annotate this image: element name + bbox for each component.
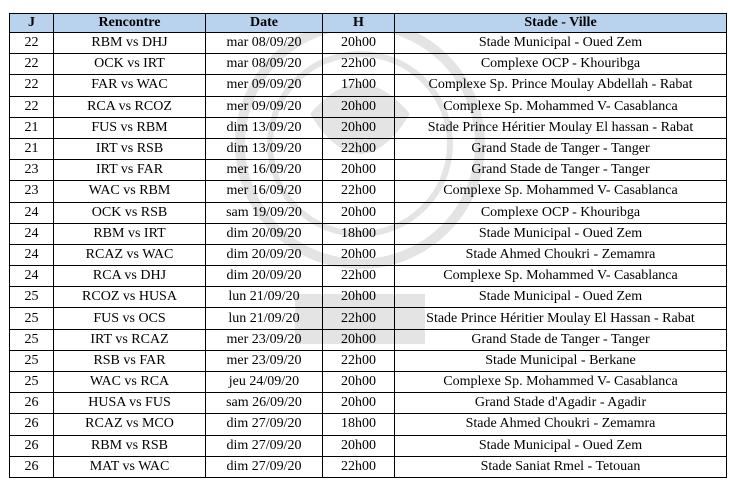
cell-journee: 23 [10,181,54,202]
cell-stade-ville: Grand Stade de Tanger - Tanger [395,138,727,159]
table-row [10,350,727,371]
cell-journee: 26 [10,414,54,435]
cell-heure: 20h00 [323,372,395,393]
table-row [10,75,727,96]
cell-date: mar 08/09/20 [206,54,323,75]
cell-rencontre: IRT vs FAR [54,160,206,181]
header-heure: H [323,14,395,33]
cell-stade-ville: Stade Prince Héritier Moulay El Hassan - Rabat [395,308,727,329]
cell-heure: 22h00 [323,350,395,371]
cell-journee: 26 [10,435,54,456]
cell-journee: 22 [10,96,54,117]
cell-stade-ville: Stade Municipal - Oued Zem [395,287,727,308]
table-row [10,329,727,350]
cell-journee: 22 [10,75,54,96]
cell-heure: 22h00 [323,138,395,159]
cell-journee: 24 [10,223,54,244]
cell-heure: 22h00 [323,308,395,329]
cell-date: mer 16/09/20 [206,160,323,181]
cell-rencontre: RBM vs IRT [54,223,206,244]
cell-date: dim 13/09/20 [206,117,323,138]
cell-heure: 20h00 [323,393,395,414]
table-row [10,181,727,202]
cell-date: sam 19/09/20 [206,202,323,223]
cell-heure: 18h00 [323,223,395,244]
cell-rencontre: RCA vs DHJ [54,266,206,287]
cell-date: dim 20/09/20 [206,244,323,265]
header-stade-ville: Stade - Ville [395,14,727,33]
header-journee: J [10,14,54,33]
cell-rencontre: HUSA vs FUS [54,393,206,414]
cell-date: sam 26/09/20 [206,393,323,414]
cell-date: mer 09/09/20 [206,96,323,117]
table-row [10,287,727,308]
cell-heure: 20h00 [323,160,395,181]
cell-heure: 22h00 [323,266,395,287]
match-schedule-table [9,13,727,478]
cell-journee: 23 [10,160,54,181]
cell-rencontre: RBM vs RSB [54,435,206,456]
cell-heure: 20h00 [323,287,395,308]
cell-journee: 25 [10,308,54,329]
cell-stade-ville: Stade Municipal - Berkane [395,350,727,371]
cell-journee: 24 [10,266,54,287]
cell-rencontre: RCA vs RCOZ [54,96,206,117]
table-row [10,223,727,244]
cell-heure: 20h00 [323,435,395,456]
cell-rencontre: WAC vs RCA [54,372,206,393]
cell-stade-ville: Complexe OCP - Khouribga [395,202,727,223]
cell-rencontre: RCAZ vs MCO [54,414,206,435]
cell-stade-ville: Stade Prince Héritier Moulay El hassan - Rabat [395,117,727,138]
table-row [10,456,727,477]
table-row [10,435,727,456]
cell-rencontre: RSB vs FAR [54,350,206,371]
cell-stade-ville: Stade Municipal - Oued Zem [395,33,727,54]
header-date: Date [206,14,323,33]
cell-heure: 22h00 [323,456,395,477]
header-rencontre: Rencontre [54,14,206,33]
cell-stade-ville: Stade Saniat Rmel - Tetouan [395,456,727,477]
cell-stade-ville: Stade Municipal - Oued Zem [395,223,727,244]
cell-stade-ville: Complexe Sp. Mohammed V- Casablanca [395,96,727,117]
cell-stade-ville: Complexe Sp. Mohammed V- Casablanca [395,181,727,202]
table-body [10,33,727,478]
table-row [10,372,727,393]
cell-stade-ville: Grand Stade d'Agadir - Agadir [395,393,727,414]
cell-date: dim 20/09/20 [206,223,323,244]
table-row [10,96,727,117]
cell-heure: 20h00 [323,96,395,117]
cell-date: mar 08/09/20 [206,33,323,54]
cell-journee: 25 [10,372,54,393]
table-row [10,54,727,75]
cell-date: mer 23/09/20 [206,350,323,371]
cell-date: lun 21/09/20 [206,308,323,329]
cell-date: mer 23/09/20 [206,329,323,350]
cell-journee: 25 [10,287,54,308]
cell-heure: 17h00 [323,75,395,96]
cell-stade-ville: Complexe Sp. Mohammed V- Casablanca [395,266,727,287]
table-row [10,266,727,287]
table-row [10,244,727,265]
cell-date: dim 13/09/20 [206,138,323,159]
cell-date: jeu 24/09/20 [206,372,323,393]
cell-journee: 21 [10,138,54,159]
cell-date: dim 27/09/20 [206,435,323,456]
table-row [10,308,727,329]
cell-date: dim 27/09/20 [206,414,323,435]
cell-stade-ville: Stade Municipal - Oued Zem [395,435,727,456]
cell-rencontre: OCK vs RSB [54,202,206,223]
cell-stade-ville: Complexe Sp. Prince Moulay Abdellah - Rabat [395,75,727,96]
cell-stade-ville: Stade Ahmed Choukri - Zemamra [395,244,727,265]
cell-rencontre: WAC vs RBM [54,181,206,202]
cell-heure: 18h00 [323,414,395,435]
cell-rencontre: FAR vs WAC [54,75,206,96]
table-row [10,160,727,181]
cell-journee: 26 [10,456,54,477]
cell-date: mer 09/09/20 [206,75,323,96]
cell-journee: 25 [10,329,54,350]
table-row [10,138,727,159]
cell-stade-ville: Grand Stade de Tanger - Tanger [395,160,727,181]
cell-rencontre: IRT vs RSB [54,138,206,159]
cell-rencontre: MAT vs WAC [54,456,206,477]
cell-rencontre: RCAZ vs WAC [54,244,206,265]
cell-rencontre: FUS vs RBM [54,117,206,138]
cell-heure: 20h00 [323,329,395,350]
table-row [10,33,727,54]
table-row [10,117,727,138]
cell-stade-ville: Complexe OCP - Khouribga [395,54,727,75]
cell-heure: 22h00 [323,181,395,202]
cell-rencontre: RBM vs DHJ [54,33,206,54]
table-row [10,202,727,223]
cell-rencontre: OCK vs IRT [54,54,206,75]
cell-heure: 22h00 [323,54,395,75]
cell-heure: 20h00 [323,33,395,54]
cell-stade-ville: Complexe Sp. Mohammed V- Casablanca [395,372,727,393]
cell-journee: 24 [10,244,54,265]
cell-rencontre: RCOZ vs HUSA [54,287,206,308]
cell-stade-ville: Stade Ahmed Choukri - Zemamra [395,414,727,435]
cell-date: mer 16/09/20 [206,181,323,202]
cell-rencontre: IRT vs RCAZ [54,329,206,350]
cell-heure: 20h00 [323,244,395,265]
cell-stade-ville: Grand Stade de Tanger - Tanger [395,329,727,350]
table-row [10,414,727,435]
cell-date: dim 20/09/20 [206,266,323,287]
cell-journee: 24 [10,202,54,223]
cell-journee: 26 [10,393,54,414]
cell-date: dim 27/09/20 [206,456,323,477]
cell-journee: 25 [10,350,54,371]
cell-rencontre: FUS vs OCS [54,308,206,329]
cell-heure: 20h00 [323,202,395,223]
cell-journee: 21 [10,117,54,138]
cell-journee: 22 [10,33,54,54]
cell-heure: 20h00 [323,117,395,138]
table-header-row [10,14,727,33]
cell-date: lun 21/09/20 [206,287,323,308]
table-row [10,393,727,414]
cell-journee: 22 [10,54,54,75]
